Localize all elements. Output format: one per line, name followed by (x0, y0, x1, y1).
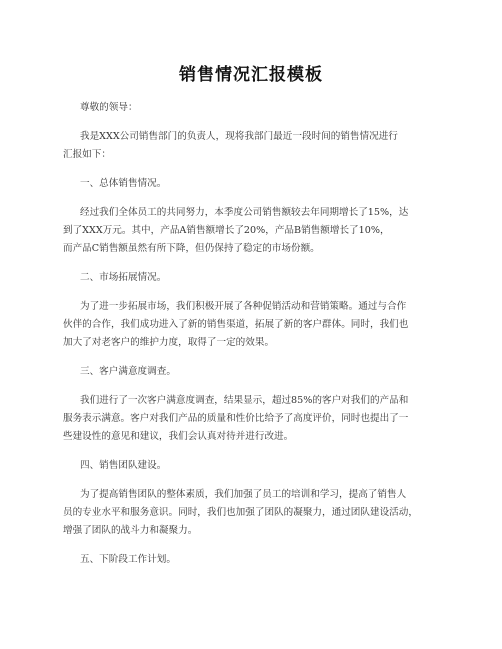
section-2-line-1: 为了进一步拓展市场，我们积极开展了各种促销活动和营销策略。通过与合作 (80, 301, 407, 312)
section-heading-2: 二、市场拓展情况。 (80, 272, 167, 283)
section-1-line-1: 经过我们全体员工的共同努力，本季度公司销售额较去年同期增长了15%，达 (80, 207, 409, 218)
section-heading-5: 五、下阶段工作计划。 (80, 554, 176, 565)
section-heading-3: 三、客户满意度调查。 (80, 366, 176, 377)
section-3-line-1: 我们进行了一次客户满意度调查，结果显示，超过85%的客户对我们的产品和 (80, 395, 409, 406)
section-4-line-2: 员的专业水平和服务意识。同时，我们也加强了团队的凝聚力，通过团队建设活动， (63, 507, 418, 518)
section-heading-4: 四、销售团队建设。 (80, 460, 167, 471)
section-heading-1: 一、总体销售情况。 (80, 178, 167, 189)
section-4-line-1: 为了提高销售团队的整体素质，我们加强了员工的培训和学习，提高了销售人 (80, 489, 407, 500)
section-2-line-2: 伙伴的合作，我们成功进入了新的销售渠道，拓展了新的客户群体。同时，我们也 (63, 319, 409, 330)
salutation: 尊敬的领导： (80, 102, 138, 113)
section-2-line-3: 加大了对老客户的维护力度，取得了一定的效果。 (63, 337, 275, 348)
section-4-line-3: 增强了团队的战斗力和凝聚力。 (63, 525, 198, 536)
document-title: 销售情况汇报模板 (179, 65, 323, 85)
section-3-line-2: 服务表示满意。客户对我们产品的质量和性价比给予了高度评价，同时也提出了一 (63, 413, 409, 424)
intro-line-2: 汇报如下： (63, 149, 111, 160)
section-1-line-2: 到了XXX万元。其中，产品A销售额增长了20%，产品B销售额增长了10%， (63, 225, 390, 236)
intro-line-1: 我是XXX公司销售部门的负责人，现将我部门最近一段时间的销售情况进行 (80, 131, 398, 142)
section-1-line-3: 而产品C销售额虽然有所下降，但仍保持了稳定的市场份额。 (63, 243, 320, 254)
section-3-line-3: 些建设性的意见和建议，我们会认真对待并进行改进。 (63, 431, 294, 442)
